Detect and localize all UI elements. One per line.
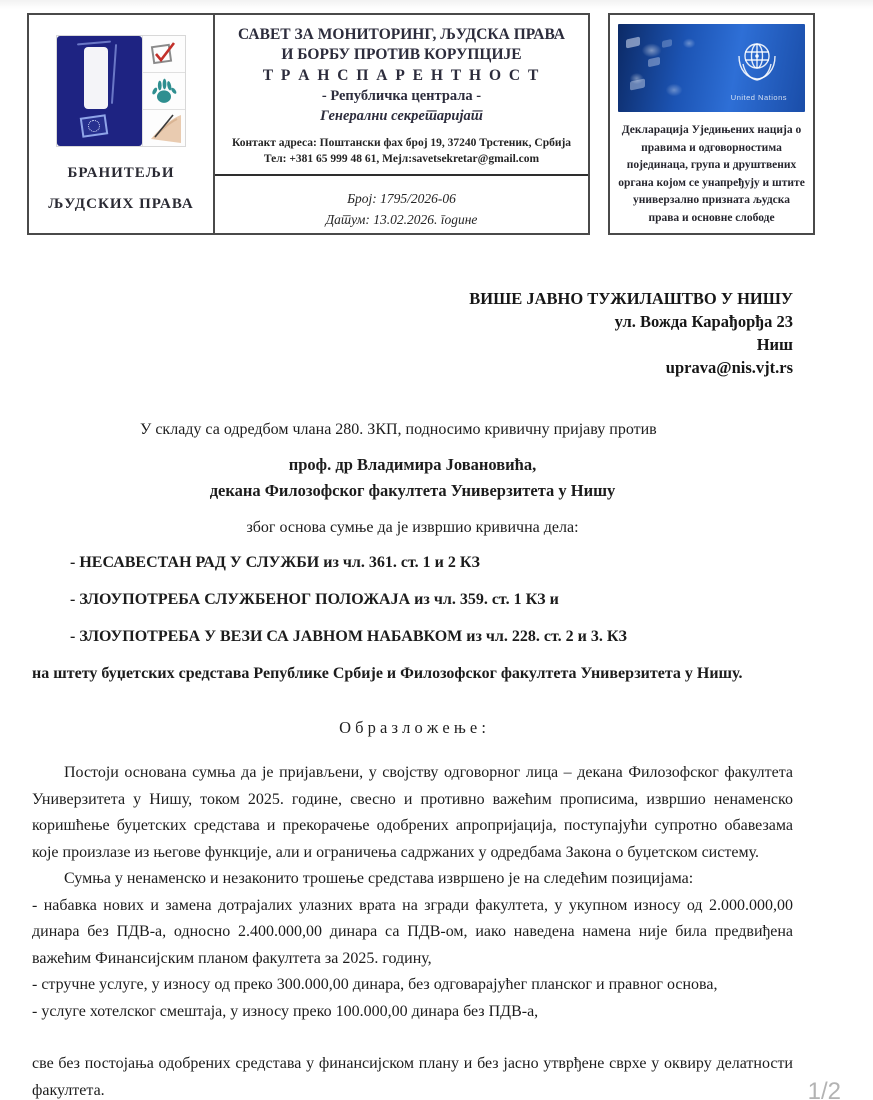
explanation-heading: О б р а з л о ж е њ е : [339,718,486,737]
eu-flag-icon [80,114,109,137]
un-caption: United Nations [730,93,787,102]
offense-item: - ЗЛОУПОТРЕБА СЛУЖБЕНОГ ПОЛОЖАЈА из чл. 359. ст. 1 КЗ и [70,591,559,608]
explanation-paragraph-2: Сумња у ненаменско и незаконито трошење средстава извршено је на следећим позицијама: [64,870,694,887]
offense-item: - НЕСАВЕСТАН РАД У СЛУЖБИ из чл. 361. ст. 1 и 2 КЗ [70,554,480,571]
un-photo [618,24,805,112]
org-name-line1: БРАНИТЕЉИ [67,165,175,181]
human-rights-defenders-logo [56,35,186,147]
logo-photo-tiles [142,36,185,146]
exclamation-mark-logo-icon [57,36,142,146]
letterhead-left-cell [29,15,215,233]
un-declaration-text: Декларација Уједињених нација о правима и одговорностима појединаца, група и друштвених органа којом се унапређују и штите универзално призната људска права и основне слободе [618,124,805,224]
blurred-flag [648,57,660,68]
title-line2: И БОРБУ ПРОТИВ КОРУПЦИЈЕ [281,46,522,63]
document-date: Датум: 13.02.2026. године [325,212,478,227]
logo-streak [111,44,117,104]
writing-hand-icon [142,110,185,146]
letterhead [27,13,873,235]
subtitle-general-secretariat: Генерални секретаријат [320,108,483,124]
organization-name [48,165,193,227]
contact-address: Контакт адреса: Поштански фах број 19, 37240 Трстеник, Србија [231,137,572,149]
contact-divider [215,174,588,176]
expense-item: - набавка нових и замена дотрајалих улазних врата на згради факултета, у укупном износу од 2.000.000,00 динара без ПДВ-а, односно 2.400.000,00 динара са ПДВ-ом, иако наведена намена није била предвиђена важећим Финансијским планом факултета за 2025. годину, [32,896,793,967]
recipient-city: Ниш [756,335,793,354]
recipient-institution: ВИШЕ ЈАВНО ТУЖИЛАШТВО У НИШУ [469,289,793,308]
document-number: Број: 1795/2026-06 [347,191,456,206]
handprint-icon [142,73,185,110]
closing-paragraph: све без постојања одобрених средстава у финансијском плану и без јасно утврђене сврхе у оквиру делатности факултета. [32,1055,793,1099]
recipient-address [0,287,793,379]
logo-streak [77,41,111,46]
un-emblem-icon [731,34,783,86]
council-title [223,25,580,126]
document-number-block [223,188,580,230]
intro-paragraph: У складу са одредбом члана 280. ЗКП, подносимо кривичну пријаву против [140,421,657,438]
title-line3: Т Р А Н С П А Р Е Н Т Н О С Т [262,67,541,84]
page-number: 1/2 [807,1078,841,1100]
subtitle-republic-central: - Републичка централа - [321,88,482,104]
eu-stars-icon [87,119,101,133]
accused-name-block [32,452,793,504]
expense-item: - стручне услуге, у износу од преко 300.000,00 динара, без одговарајућег планског и правног основа, [32,976,718,993]
org-name-line2: ЉУДСКИХ ПРАВА [48,196,194,212]
accused-position: декана Филозофског факултета Универзитета у Нишу [209,481,616,500]
blurred-flag [630,78,645,90]
expense-item: - услуге хотелског смештаја, у износу преко 100.000,00 динара без ПДВ-а, [32,1002,539,1020]
explanation-paragraph-1: Постоји основана сумња да је пријављени, у својству одговорног лица – декана Филозофског факултета Универзитета у Нишу, током 2025. године, свесно и противно важећим прописима, извршио ненаменско коришћење буџетских средстава и прекорачење одобрених апропријација, поступајући супротно обавезама које произлазе из његове функције, али и ограничења садржаних у одредбама Закона о буџетском систему. [32,764,793,861]
blurred-flag [662,39,672,48]
accused-name: проф. др Владимира Јовановића, [288,455,537,474]
letter-body [32,421,793,1100]
letterhead-main-box [27,13,590,235]
blurred-flag [626,37,640,49]
contact-phone-email: Тел: +381 65 999 48 61, Мејл:savetsekretar@gmail.com [263,153,540,165]
damage-statement: на штету буџетских средстава Републике Србије и Филозофског факултета Универзитета у Нишу. [32,665,743,682]
letterhead-center-cell [215,15,588,233]
recipient-street: ул. Вожда Карађорђа 23 [614,312,793,331]
ballot-checkbox-icon [142,36,185,73]
reason-line: због основа сумње да је извршио кривична дела: [246,519,579,536]
criminal-offenses-list [32,550,793,649]
exclamation-bar [84,47,108,109]
un-declaration-box [608,13,815,235]
title-line1: САВЕТ ЗА МОНИТОРИНГ, ЉУДСКА ПРАВА [238,26,565,43]
contact-block [223,135,580,167]
offense-item: - ЗЛОУПОТРЕБА У ВЕЗИ СА ЈАВНОМ НАБАВКОМ из чл. 228. ст. 2 и 3. КЗ [70,628,627,645]
recipient-email: uprava@nis.vjt.rs [665,358,793,377]
